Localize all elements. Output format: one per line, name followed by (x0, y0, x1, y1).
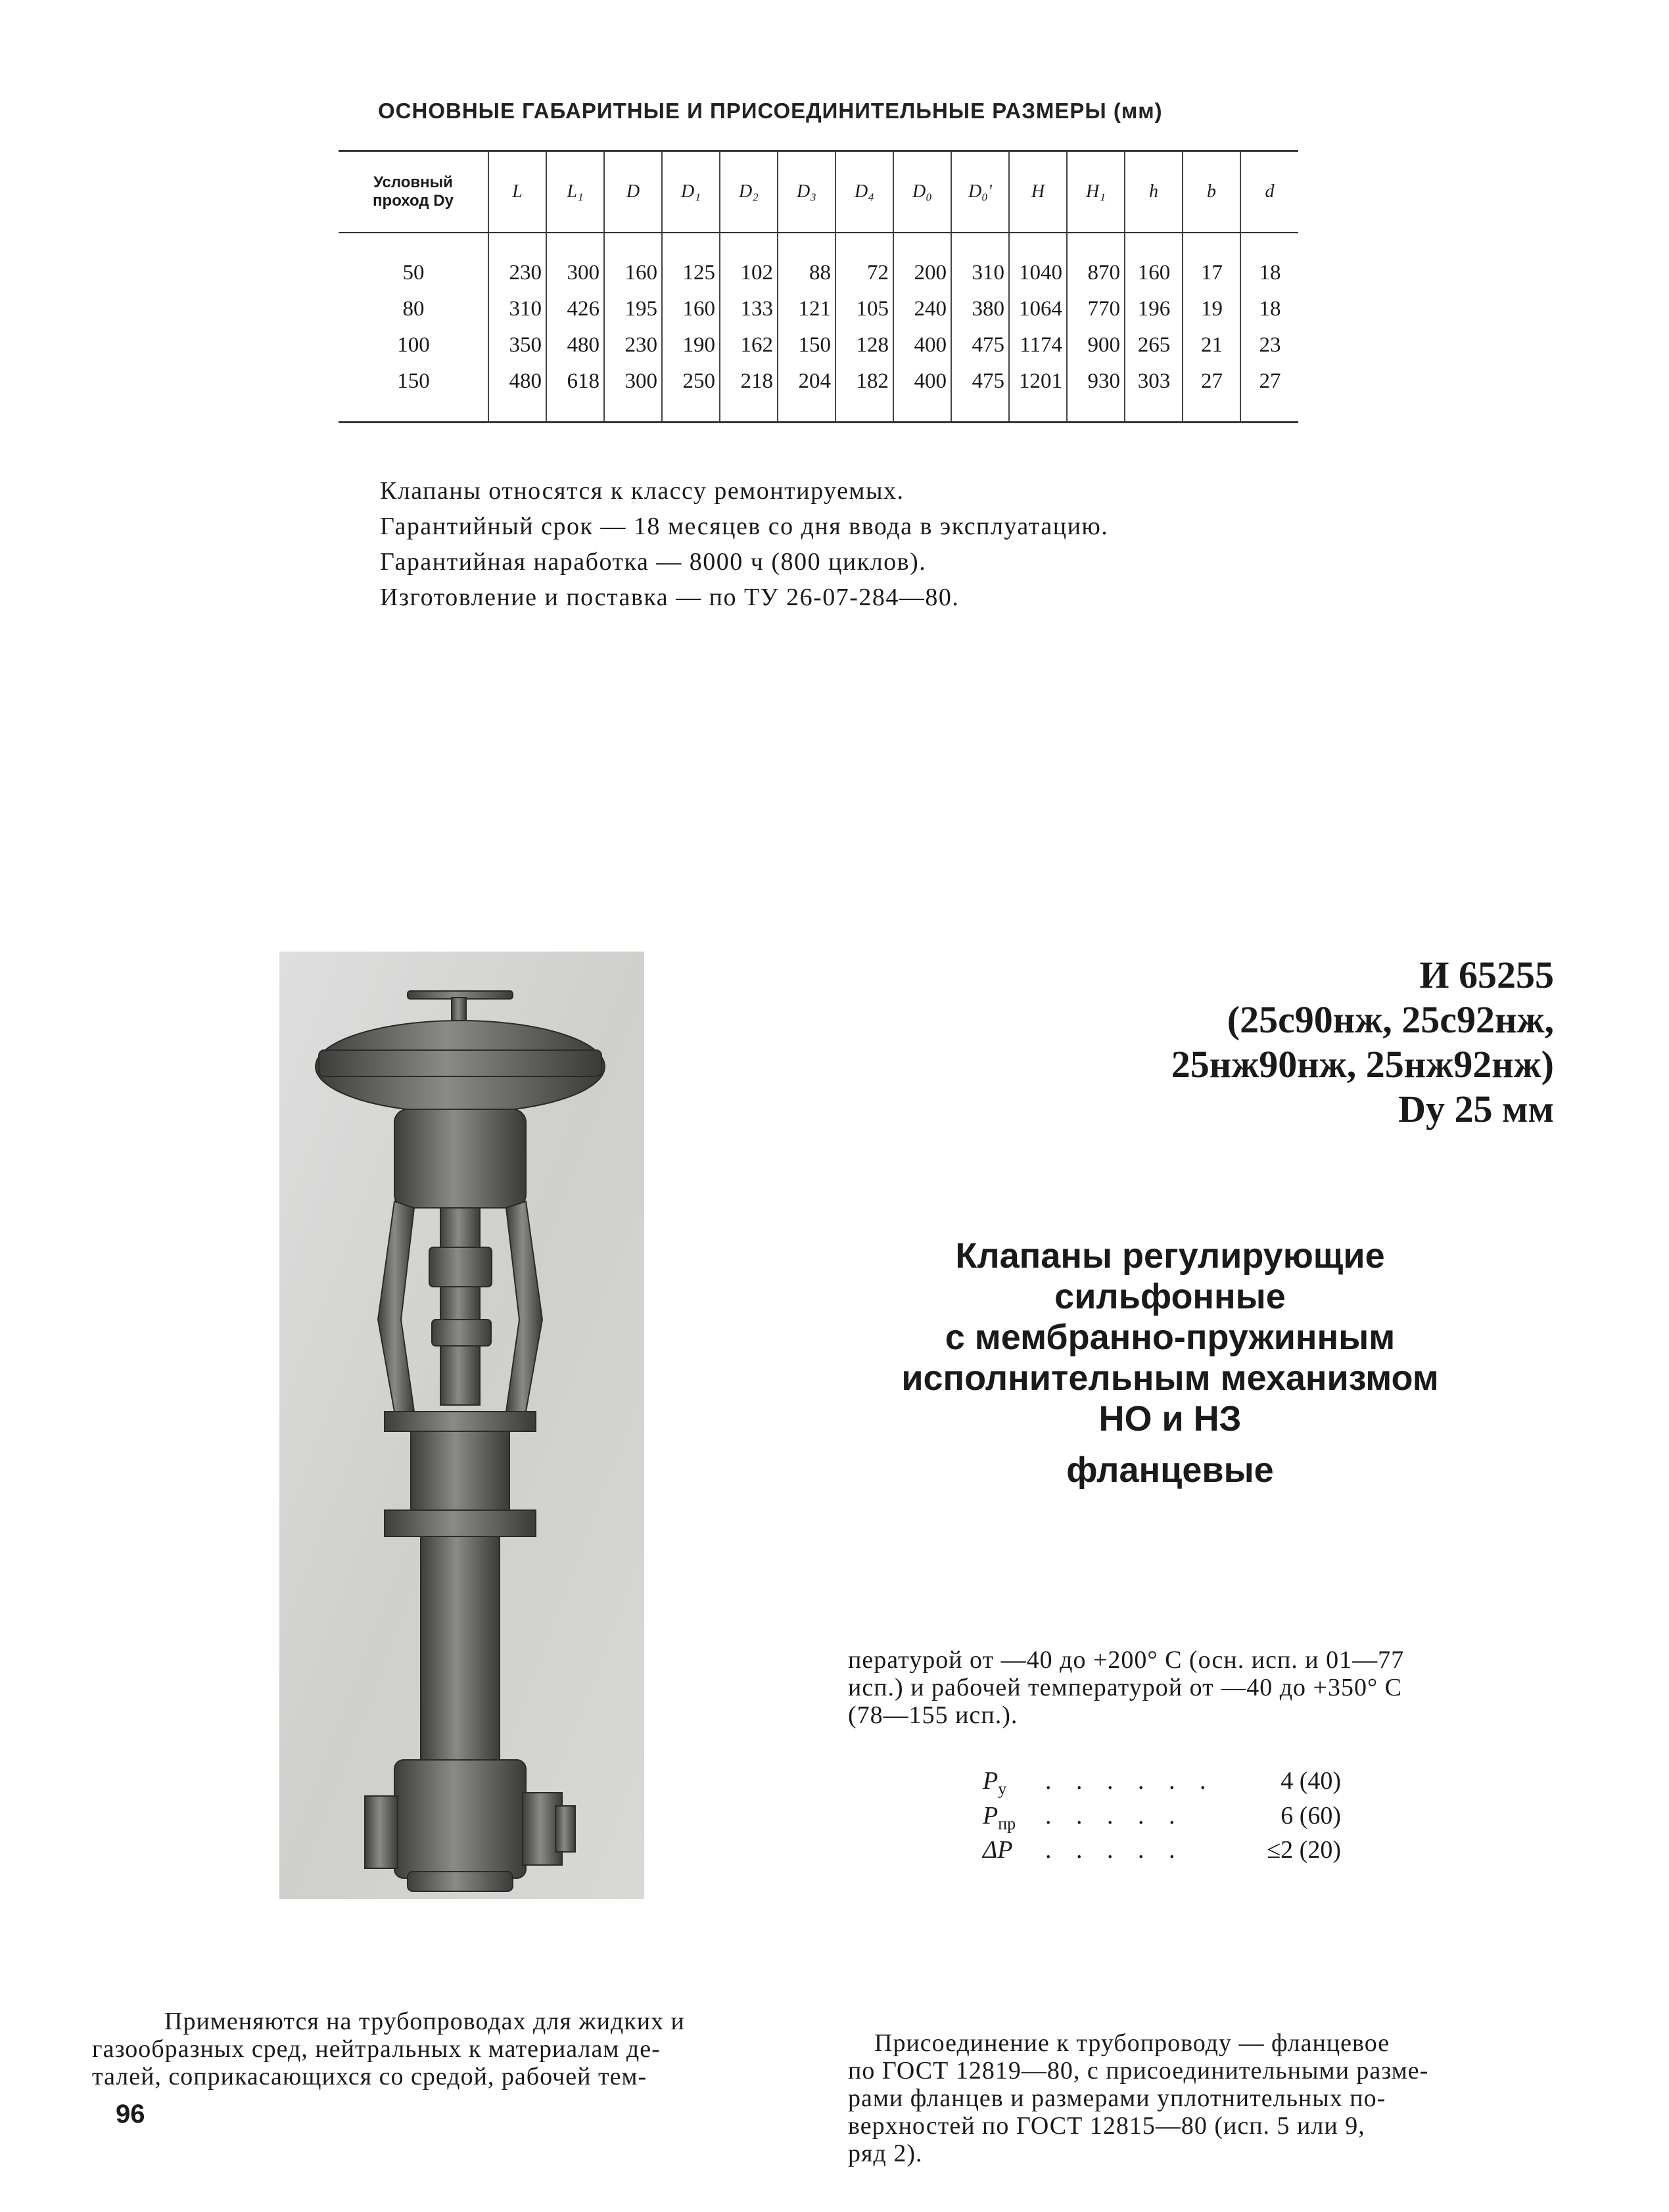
paragraph-line: ряд 2). (848, 2140, 923, 2167)
dimension-cell: 18 (1240, 291, 1298, 327)
dimension-cell: 870 (1067, 233, 1125, 291)
dimensions-table (339, 150, 1298, 423)
nominal-bore-cell: 150 (397, 369, 430, 393)
paragraph-line: талей, соприкасающихся со средой, рабочей тем- (92, 2063, 647, 2090)
note-line: Клапаны относятся к классу ремонтируемых. (380, 477, 905, 505)
dimension-cell: 27 (1183, 363, 1240, 423)
column-header: h (1125, 151, 1183, 233)
dimension-cell: 218 (720, 363, 778, 423)
column-header: H₁ (1067, 151, 1125, 233)
dimension-cell: 618 (546, 363, 604, 423)
table-title: ОСНОВНЫЕ ГАБАРИТНЫЕ И ПРИСОЕДИНИТЕЛЬНЫЕ РАЗМЕРЫ (мм) (378, 99, 1163, 123)
table-header-row (339, 151, 1298, 233)
paragraph-line: Применяются на трубопроводах для жидких и (164, 2008, 685, 2035)
product-variants-2: 25нж90нж, 25нж92нж) (1171, 1043, 1554, 1086)
dimension-cell: 480 (546, 327, 604, 363)
dimension-cell: 150 (778, 327, 835, 363)
table-body (339, 233, 1298, 423)
dimension-cell: 19 (1183, 291, 1240, 327)
product-code: И 65255 (1419, 954, 1554, 996)
dimension-cell: 125 (662, 233, 720, 291)
dimension-cell: 400 (893, 327, 951, 363)
parameter-symbol: $P_{пр}$ (983, 1801, 1016, 1833)
paragraph-line: пературой от —40 до +200° С (осн. исп. и 01—77 (848, 1646, 1405, 1674)
nominal-bore-cell: 50 (402, 261, 425, 285)
nominal-bore: Dу 25 мм (1398, 1088, 1554, 1130)
description-line: фланцевые (1066, 1450, 1274, 1490)
column-header: D₃ (778, 151, 835, 233)
header-nominal-bore-line2: проход Dу (373, 192, 454, 210)
dimension-cell: 475 (951, 327, 1009, 363)
parameter-value: 6 (60) (1281, 1801, 1341, 1830)
description-line: Клапаны регулирующие (955, 1236, 1385, 1276)
note-line: Гарантийная наработка — 8000 ч (800 циклов). (380, 548, 927, 576)
parameter-dots: . . . . . (1045, 1836, 1185, 1864)
page-number: 96 (116, 2100, 145, 2129)
dimension-cell: 350 (488, 327, 546, 363)
note-line: Изготовление и поставка — по ТУ 26-07-284—80. (380, 584, 960, 611)
dimension-cell: 190 (662, 327, 720, 363)
paragraph-line: верхностей по ГОСТ 12815—80 (исп. 5 или 9, (848, 2112, 1365, 2140)
note-line: Гарантийный срок — 18 месяцев со дня ввода в эксплуатацию. (380, 513, 1109, 540)
parameter-value: 4 (40) (1281, 1767, 1341, 1795)
dimension-cell: 182 (835, 363, 893, 423)
nominal-bore-cell: 100 (397, 333, 430, 357)
dimension-cell: 230 (488, 233, 546, 291)
paragraph-line: исп.) и рабочей температурой от —40 до +350° С (848, 1674, 1403, 1701)
paragraph-line: (78—155 исп.). (848, 1701, 1018, 1729)
paragraph-line: Присоединение к трубопроводу — фланцевое (874, 2029, 1390, 2057)
column-header: d (1240, 151, 1298, 233)
product-code-heading (1171, 953, 1554, 1132)
column-header: H (1009, 151, 1067, 233)
column-header: b (1183, 151, 1240, 233)
parameter-dots: . . . . . . (1045, 1767, 1215, 1795)
paragraph-line: газообразных сред, нейтральных к материалам де- (92, 2035, 661, 2063)
dimension-cell: 930 (1067, 363, 1125, 423)
dimension-cell: 162 (720, 327, 778, 363)
table-row (339, 327, 1298, 363)
dimension-cell: 105 (835, 291, 893, 327)
dimension-cell: 426 (546, 291, 604, 327)
dimension-cell: 133 (720, 291, 778, 327)
column-header: L (488, 151, 546, 233)
column-header: D₂ (720, 151, 778, 233)
product-description-heading (809, 1235, 1532, 1490)
dimension-cell: 88 (778, 233, 835, 291)
dimension-cell: 160 (1125, 233, 1183, 291)
dimension-cell: 480 (488, 363, 546, 423)
parameter-symbol: ΔP (983, 1836, 1013, 1864)
dimension-cell: 1064 (1009, 291, 1067, 327)
column-header: D₀' (951, 151, 1009, 233)
dimension-cell: 265 (1125, 327, 1183, 363)
product-variants-1: (25с90нж, 25с92нж, (1227, 998, 1554, 1041)
dimension-cell: 160 (604, 233, 662, 291)
parameter-value: ≤2 (20) (1267, 1836, 1341, 1864)
description-line: сильфонные (1054, 1277, 1286, 1316)
description-line: исполнительным механизмом (901, 1358, 1439, 1398)
table-row (339, 233, 1298, 291)
dimension-cell: 400 (893, 363, 951, 423)
column-header: L₁ (546, 151, 604, 233)
dimension-cell: 1040 (1009, 233, 1067, 291)
dimension-cell: 121 (778, 291, 835, 327)
dimension-cell: 17 (1183, 233, 1240, 291)
header-nominal-bore-line1: Условный (373, 173, 453, 191)
column-header: D₄ (835, 151, 893, 233)
dimension-cell: 1201 (1009, 363, 1067, 423)
dimension-cell: 196 (1125, 291, 1183, 327)
nominal-bore-cell: 80 (402, 297, 425, 321)
paragraph-line: по ГОСТ 12819—80, с присоединительными разме- (848, 2057, 1429, 2085)
dimension-cell: 900 (1067, 327, 1125, 363)
dimension-cell: 128 (835, 327, 893, 363)
description-line: с мембранно-пружинным (945, 1318, 1396, 1357)
table-row (339, 291, 1298, 327)
dimension-cell: 475 (951, 363, 1009, 423)
dimension-cell: 300 (546, 233, 604, 291)
dimension-cell: 200 (893, 233, 951, 291)
dimension-cell: 300 (604, 363, 662, 423)
dimension-cell: 195 (604, 291, 662, 327)
parameter-row (983, 1768, 1341, 1803)
dimension-cell: 72 (835, 233, 893, 291)
dimension-cell: 27 (1240, 363, 1298, 423)
header-nominal-bore (339, 151, 488, 233)
paragraph-line: рами фланцев и размерами уплотнительных по- (848, 2085, 1386, 2112)
dimension-cell: 770 (1067, 291, 1125, 327)
parameter-row (983, 1803, 1341, 1837)
dimension-cell: 310 (488, 291, 546, 327)
dimension-cell: 310 (951, 233, 1009, 291)
temperature-paragraph (848, 1646, 1538, 1729)
dimension-cell: 204 (778, 363, 835, 423)
dimension-cell: 230 (604, 327, 662, 363)
column-header: D (604, 151, 662, 233)
dimension-cell: 303 (1125, 363, 1183, 423)
column-header: D₀ (893, 151, 951, 233)
dimension-cell: 102 (720, 233, 778, 291)
column-header: D₁ (662, 151, 720, 233)
dimension-cell: 160 (662, 291, 720, 327)
application-paragraph (92, 2008, 814, 2090)
pressure-parameters (983, 1768, 1341, 1872)
dimension-cell: 1174 (1009, 327, 1067, 363)
parameter-symbol: $P_у$ (983, 1767, 1007, 1799)
dimension-cell: 21 (1183, 327, 1240, 363)
parameter-row (983, 1837, 1341, 1872)
dimension-cell: 23 (1240, 327, 1298, 363)
dimension-cell: 250 (662, 363, 720, 423)
dimension-cell: 240 (893, 291, 951, 327)
dimension-cell: 18 (1240, 233, 1298, 291)
notes-block (380, 473, 1366, 615)
description-line: НО и НЗ (1098, 1399, 1242, 1439)
connection-paragraph (848, 2029, 1538, 2167)
parameter-dots: . . . . . (1045, 1801, 1185, 1830)
dimension-cell: 380 (951, 291, 1009, 327)
valve-photo[interactable] (279, 952, 644, 1899)
table-row (339, 363, 1298, 423)
